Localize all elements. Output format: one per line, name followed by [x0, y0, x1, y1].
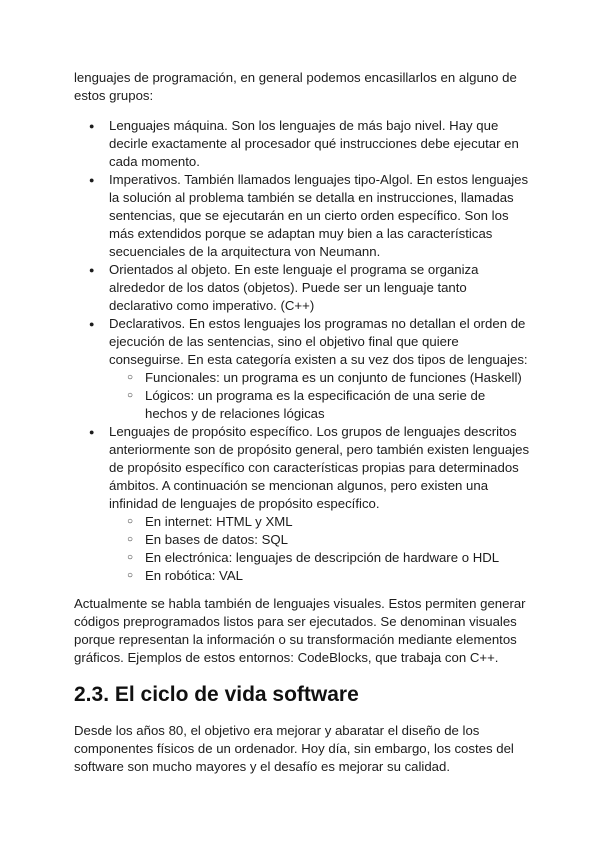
life-cycle-paragraph: Desde los años 80, el objetivo era mejorar y abaratar el diseño de los componentes físicos de un ordenador. Hoy día, sin embargo, los costes del software son mucho mayores y el desafío es mejorar su calidad. [74, 723, 514, 774]
sublist-item: ○ En robótica: VAL [145, 567, 530, 585]
list-item-text: Declarativos. En estos lenguajes los programas no detallan el orden de ejecución de las sentencias, sino el objetivo final que quiere conseguirse. En esta categoría existen a su vez dos tipos de lenguajes: [109, 316, 528, 367]
sublist-item: ○ En bases de datos: SQL [145, 531, 530, 549]
sublist-item: ○ Funcionales: un programa es un conjunto de funciones (Haskell) [145, 369, 530, 387]
language-groups-list [74, 117, 530, 585]
list-item-text: Orientados al objeto. En este lenguaje el programa se organiza alrededor de los datos (objetos). Puede ser un lenguaje tanto declarativo como imperativo. (C++) [109, 262, 479, 313]
list-item [109, 117, 530, 171]
list-item-text: Imperativos. También llamados lenguajes tipo-Algol. En estos lenguajes la solución al problema también se detalla en instrucciones, llamadas sentencias, que se ejecutarán en un cierto orden específico. Son los más extendidos porque se adaptan muy bien a las características secuenciales de la arquitectura von Neumann. [109, 172, 529, 259]
declarative-sublist [109, 369, 530, 423]
sublist-item: ○ Lógicos: un programa es la especificación de una serie de hechos y de relaciones lógicas [145, 387, 530, 423]
visual-languages-paragraph: Actualmente se habla también de lenguajes visuales. Estos permiten generar códigos preprogramados listos para ser ejecutados. Se denominan visuales porque representan la información o su transformación mediante elementos gráficos. Ejemplos de estos entornos: CodeBlocks, que trabaja con C++. [74, 596, 526, 665]
sublist-item: ○ En internet: HTML y XML [145, 513, 530, 531]
list-item-text: Lenguajes máquina. Son los lenguajes de más bajo nivel. Hay que decirle exactamente al procesador qué instrucciones debe ejecutar en cada momento. [109, 118, 519, 169]
list-item [109, 315, 530, 423]
intro-paragraph: lenguajes de programación, en general podemos encasillarlos en alguno de estos grupos: [74, 70, 517, 103]
list-item [109, 423, 530, 585]
list-item [109, 171, 530, 261]
specific-purpose-sublist [109, 513, 530, 585]
sublist-item: ○ En electrónica: lenguajes de descripción de hardware o HDL [145, 549, 530, 567]
list-item [109, 261, 530, 315]
list-item-text: Lenguajes de propósito específico. Los grupos de lenguajes descritos anteriormente son de propósito general, pero también existen lenguajes de propósito específico con características propias para determinados ámbitos. A continuación se mencionan algunos, pero existen una infinidad de lenguajes de propósito específico. [109, 424, 530, 511]
section-heading: 2.3. El ciclo de vida software [74, 683, 359, 706]
